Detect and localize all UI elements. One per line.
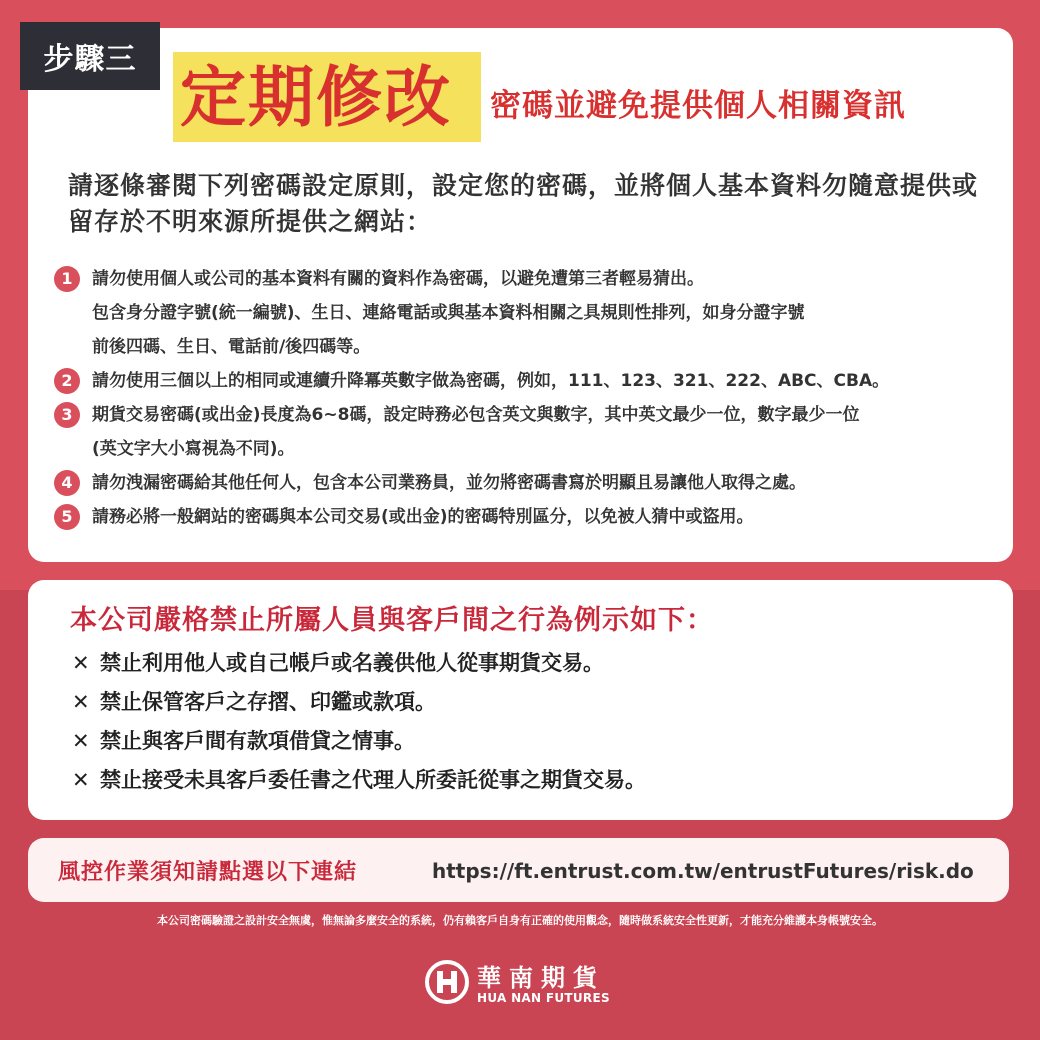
rule-number-badge: 5 <box>54 504 80 530</box>
logo-english-name: HUA NAN FUTURES <box>477 991 610 1005</box>
prohibition-item <box>72 644 972 683</box>
rule-number-badge: 1 <box>54 266 80 292</box>
rule-item <box>54 500 999 534</box>
prohibition-item <box>72 683 972 722</box>
headline: 定期修改 <box>180 59 452 136</box>
logo-chinese-name: 華南期貨 <box>477 964 605 992</box>
rule-text: 請勿使用三個以上的相同或連續升降冪英數字做為密碼，例如，111、123、321、222、ABC、CBA。 <box>92 371 890 391</box>
rule-text: (英文字大小寫視為不同)。 <box>92 439 295 459</box>
rule-item <box>54 466 999 500</box>
prohibitions-title: 本公司嚴格禁止所屬人員與客戶間之行為例示如下： <box>70 605 714 636</box>
company-logo <box>425 958 625 1010</box>
rule-text: 請務必將一般網站的密碼與本公司交易(或出金)的密碼特別區分，以免被人猜中或盜用。 <box>92 507 754 527</box>
rule-text: 請勿使用個人或公司的基本資料有關的資料作為密碼，以避免遭第三者輕易猜出。 <box>92 269 704 289</box>
rule-item <box>54 364 999 398</box>
prohibition-item <box>72 722 972 761</box>
prohibitions-list <box>72 644 972 800</box>
intro-text: 請逐條審閱下列密碼設定原則，設定您的密碼，並將個人基本資料勿隨意提供或留存於不明來源所提供之網站： <box>68 171 979 236</box>
prohibition-text: 禁止保管客戶之存摺、印鑑或款項。 <box>100 690 436 714</box>
rule-text: 期貨交易密碼(或出金)長度為6~8碼，設定時務必包含英文與數字，其中英文最少一位，數字最少一位 <box>92 405 860 425</box>
rule-text: 前後四碼、生日、電話前/後四碼等。 <box>92 337 371 357</box>
cross-icon: ✕ <box>72 690 90 714</box>
prohibition-text: 禁止接受未具客戶委任書之代理人所委託從事之期貨交易。 <box>100 768 646 792</box>
rules-list <box>54 262 999 534</box>
hua-nan-logo-icon <box>425 960 469 1004</box>
rule-item <box>54 398 999 466</box>
risk-notice-label: 風控作業須知請點選以下連結 <box>58 860 358 885</box>
rule-text: 請勿洩漏密碼給其他任何人，包含本公司業務員，並勿將密碼書寫於明顯且易讓他人取得之處。 <box>92 473 806 493</box>
cross-icon: ✕ <box>72 729 90 753</box>
disclaimer: 本公司密碼驗證之設計安全無虞，惟無論多麼安全的系統，仍有賴客戶自身有正確的使用觀念，隨時做系統安全性更新，才能充分維護本身帳號安全。 <box>157 914 883 927</box>
subheadline: 密碼並避免提供個人相關資訊 <box>490 88 906 124</box>
step-tag: 步驟三 <box>20 22 160 90</box>
rule-item <box>54 262 999 364</box>
rule-number-badge: 2 <box>54 368 80 394</box>
prohibition-item <box>72 761 972 800</box>
risk-notice-link[interactable]: https://ft.entrust.com.tw/entrustFutures/risk.do <box>432 859 974 883</box>
rule-text: 包含身分證字號(統一編號)、生日、連絡電話或與基本資料相關之具規則性排列，如身分證字號 <box>92 303 805 323</box>
prohibition-text: 禁止與客戶間有款項借貸之情事。 <box>100 729 415 753</box>
rule-number-badge: 3 <box>54 402 80 428</box>
rule-number-badge: 4 <box>54 470 80 496</box>
prohibition-text: 禁止利用他人或自己帳戶或名義供他人從事期貨交易。 <box>100 651 604 675</box>
cross-icon: ✕ <box>72 768 90 792</box>
cross-icon: ✕ <box>72 651 90 675</box>
